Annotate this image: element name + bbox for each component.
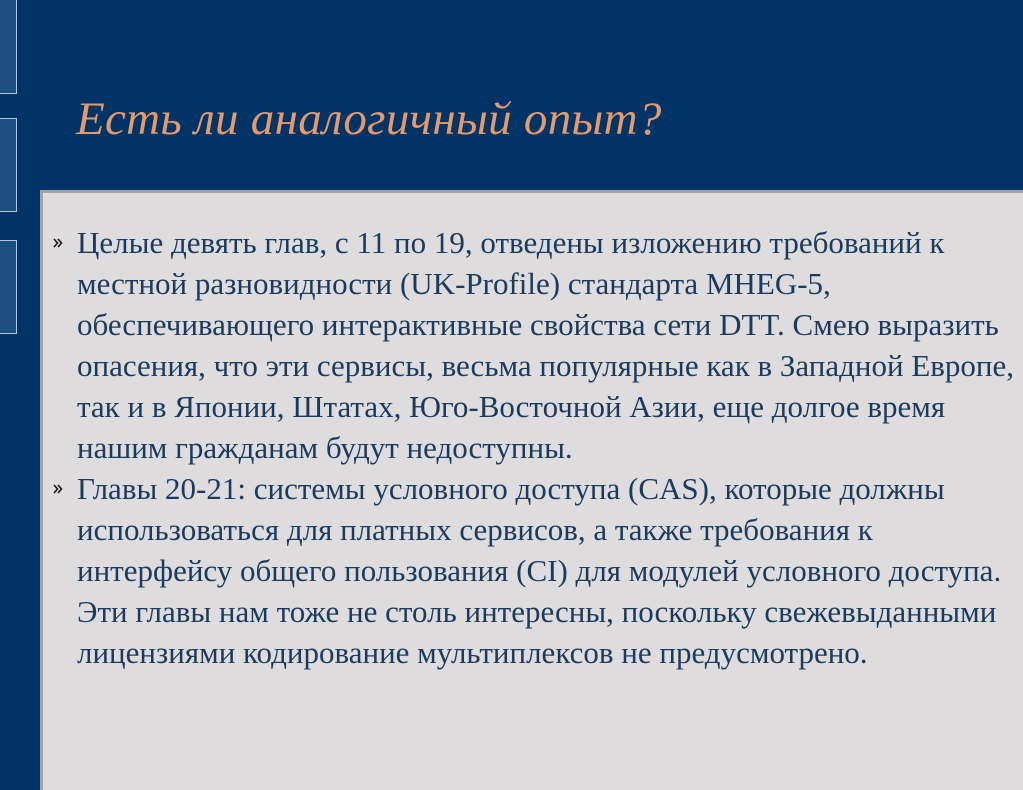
side-decoration-tab-bottom	[0, 240, 17, 334]
double-chevron-right-icon	[53, 222, 67, 263]
double-chevron-right-icon	[53, 468, 67, 509]
bullet-item-2	[77, 468, 1017, 673]
bullet-item-1	[77, 222, 1017, 468]
bullet-text-1: Целые девять глав, с 11 по 19, отведены изложению требований к местной разновидности (UK-Profile) стандарта MHEG-5, обеспечивающего интерактивные свойства сети DTT. Смею выразить опасения, что эти сервисы, весьма популярные как в Западной Европе, так и в Японии, Штатах, Юго-Восточной Азии, еще долгое время нашим гражданам будут недоступны.	[77, 225, 1014, 465]
slide-title: Есть ли аналогичный опыт?	[76, 93, 662, 145]
side-decoration-tab-top	[0, 0, 17, 94]
bullet-text-2: Главы 20-21: системы условного доступа (CAS), которые должны использоваться для платных сервисов, а также требования к интерфейсу общего пользования (CI) для модулей условного доступа. Эти главы нам тоже не столь интересны, поскольку свежевыданными лицензиями кодирование мультиплексов не предусмотрено.	[77, 471, 1002, 670]
side-decoration-tab-middle	[0, 118, 17, 212]
bullet-list	[77, 222, 1017, 673]
